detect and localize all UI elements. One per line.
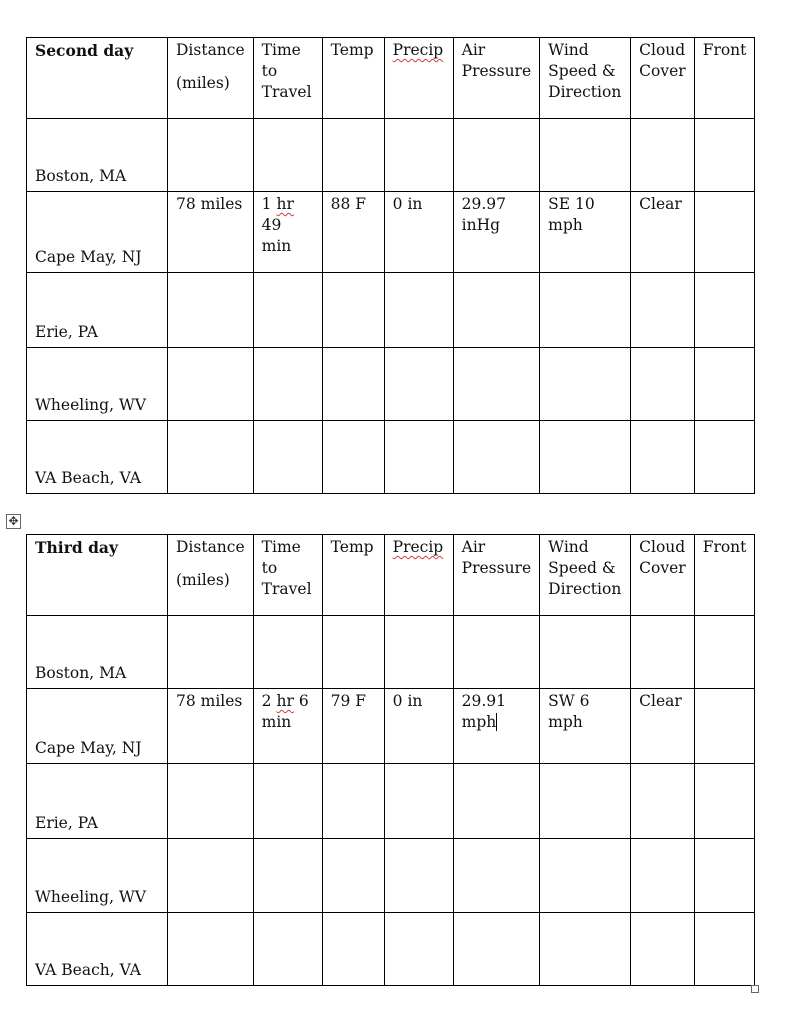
cell[interactable]: [253, 348, 322, 421]
table-row: [27, 689, 755, 764]
table-row: [27, 119, 755, 192]
table-row: [27, 421, 755, 494]
cell[interactable]: [694, 119, 755, 192]
second-day-table: [26, 37, 755, 494]
cloud-label-1: Cloud: [639, 41, 686, 59]
table-row: [27, 839, 755, 913]
cell[interactable]: [322, 119, 384, 192]
cell[interactable]: [384, 348, 453, 421]
cell[interactable]: [694, 348, 755, 421]
precip-header[interactable]: [384, 535, 453, 616]
time-minutes: 49: [261, 216, 282, 234]
time-cell[interactable]: [253, 689, 322, 764]
cell[interactable]: [540, 616, 631, 689]
cell[interactable]: [168, 616, 254, 689]
resize-square-icon[interactable]: [751, 985, 759, 993]
cell[interactable]: [253, 764, 322, 839]
wind-cell[interactable]: [540, 192, 631, 273]
wind-cell[interactable]: [540, 689, 631, 764]
cell[interactable]: [384, 119, 453, 192]
precip-header[interactable]: [384, 38, 453, 119]
distance-unit: (miles): [176, 74, 230, 92]
cell[interactable]: [322, 348, 384, 421]
cell[interactable]: [384, 616, 453, 689]
cell[interactable]: [540, 119, 631, 192]
header-row: [27, 38, 755, 119]
pressure-header[interactable]: [453, 38, 540, 119]
front-cell[interactable]: [694, 689, 755, 764]
cell[interactable]: [694, 913, 755, 986]
city-cell[interactable]: VA Beach, VA: [27, 913, 168, 986]
time-label-3: Travel: [261, 580, 312, 598]
cell[interactable]: [384, 273, 453, 348]
cell[interactable]: [540, 348, 631, 421]
cell[interactable]: [631, 616, 695, 689]
time-label-3: Travel: [261, 83, 312, 101]
cell[interactable]: [694, 764, 755, 839]
wind-header[interactable]: [540, 38, 631, 119]
cell[interactable]: [694, 421, 755, 494]
cloud-label-2: Cover: [639, 559, 686, 577]
cell[interactable]: [168, 764, 254, 839]
wind-unit: mph: [548, 713, 583, 731]
table-row: [27, 913, 755, 986]
cell[interactable]: [322, 913, 384, 986]
wind-label-1: Wind: [548, 538, 589, 556]
table-row: [27, 764, 755, 839]
cell[interactable]: [453, 421, 540, 494]
table-row: [27, 192, 755, 273]
pressure-label-1: Air: [461, 41, 486, 59]
city-cell[interactable]: Boston, MA: [27, 119, 168, 192]
cell[interactable]: [453, 913, 540, 986]
pressure-label-2: Pressure: [461, 62, 532, 80]
cloud-label-1: Cloud: [639, 538, 686, 556]
precip-label: Precip: [392, 41, 444, 59]
cell[interactable]: [453, 616, 540, 689]
cell[interactable]: [631, 348, 695, 421]
front-header[interactable]: Front: [694, 38, 755, 119]
cell[interactable]: [453, 348, 540, 421]
wind-label-2: Speed &: [548, 559, 616, 577]
pressure-unit: mph: [461, 713, 497, 731]
distance-cell[interactable]: 78 miles: [168, 689, 254, 764]
cell[interactable]: [453, 839, 540, 913]
wind-unit: mph: [548, 216, 583, 234]
city-cell[interactable]: Cape May, NJ: [27, 689, 168, 764]
pressure-label-1: Air: [461, 538, 486, 556]
time-label-2: to: [261, 559, 278, 577]
time-hours: 2: [261, 692, 272, 710]
cell[interactable]: [694, 839, 755, 913]
wind-label-2: Speed &: [548, 62, 616, 80]
time-hours-unit: hr: [276, 195, 294, 213]
cell[interactable]: [694, 273, 755, 348]
cloud-header[interactable]: [631, 535, 695, 616]
cell[interactable]: [322, 764, 384, 839]
cell[interactable]: [453, 764, 540, 839]
cell[interactable]: [168, 913, 254, 986]
city-cell[interactable]: Wheeling, WV: [27, 839, 168, 913]
cell[interactable]: [168, 348, 254, 421]
time-label-1: Time: [261, 538, 301, 556]
distance-label: Distance: [176, 41, 245, 59]
cell[interactable]: [453, 119, 540, 192]
cell[interactable]: [322, 273, 384, 348]
table-title[interactable]: Second day: [27, 38, 168, 119]
table-title[interactable]: Third day: [27, 535, 168, 616]
temp-cell[interactable]: 88 F: [322, 192, 384, 273]
temp-cell[interactable]: 79 F: [322, 689, 384, 764]
cell[interactable]: [631, 913, 695, 986]
distance-label: Distance: [176, 538, 245, 556]
cell[interactable]: [322, 616, 384, 689]
wind-label-3: Direction: [548, 580, 622, 598]
pressure-cell[interactable]: [453, 192, 540, 273]
time-label-1: Time: [261, 41, 301, 59]
time-cell[interactable]: [253, 192, 322, 273]
city-cell[interactable]: Erie, PA: [27, 273, 168, 348]
cell[interactable]: [253, 119, 322, 192]
pressure-label-2: Pressure: [461, 559, 532, 577]
wind-value: SW 6: [548, 692, 590, 710]
front-cell[interactable]: [694, 192, 755, 273]
precip-cell[interactable]: 0 in: [384, 192, 453, 273]
text-caret: [496, 713, 497, 731]
pressure-value: 29.97: [461, 195, 507, 213]
pressure-header[interactable]: [453, 535, 540, 616]
city-cell[interactable]: Wheeling, WV: [27, 348, 168, 421]
cell[interactable]: [631, 273, 695, 348]
cell[interactable]: [168, 119, 254, 192]
cell[interactable]: [631, 421, 695, 494]
cell[interactable]: [540, 913, 631, 986]
time-hours-unit: hr: [276, 692, 294, 710]
pressure-cell[interactable]: [453, 689, 540, 764]
time-hours: 1: [261, 195, 272, 213]
cell[interactable]: [631, 839, 695, 913]
cell[interactable]: [168, 273, 254, 348]
wind-label-3: Direction: [548, 83, 622, 101]
cell[interactable]: [384, 913, 453, 986]
wind-value: SE 10: [548, 195, 595, 213]
cloud-label-2: Cover: [639, 62, 686, 80]
wind-header[interactable]: [540, 535, 631, 616]
distance-cell[interactable]: 78 miles: [168, 192, 254, 273]
cell[interactable]: [384, 421, 453, 494]
cell[interactable]: [168, 421, 254, 494]
precip-cell[interactable]: 0 in: [384, 689, 453, 764]
city-cell[interactable]: Cape May, NJ: [27, 192, 168, 273]
cell[interactable]: [384, 764, 453, 839]
city-cell[interactable]: Erie, PA: [27, 764, 168, 839]
table-row: [27, 273, 755, 348]
cell[interactable]: [540, 421, 631, 494]
pressure-unit: inHg: [461, 216, 501, 234]
cell[interactable]: [322, 839, 384, 913]
cloud-cell[interactable]: Clear: [631, 192, 695, 273]
distance-unit: (miles): [176, 571, 230, 589]
city-cell[interactable]: VA Beach, VA: [27, 421, 168, 494]
time-minutes-unit: min: [261, 237, 292, 255]
wind-label-1: Wind: [548, 41, 589, 59]
header-row: [27, 535, 755, 616]
time-header[interactable]: [253, 38, 322, 119]
time-minutes: 6: [298, 692, 309, 710]
cell[interactable]: [253, 273, 322, 348]
cell[interactable]: [694, 616, 755, 689]
front-header[interactable]: Front: [694, 535, 755, 616]
cell[interactable]: [253, 616, 322, 689]
cell[interactable]: [453, 273, 540, 348]
cell[interactable]: [253, 913, 322, 986]
cell[interactable]: [540, 273, 631, 348]
cell[interactable]: [384, 839, 453, 913]
cell[interactable]: [631, 764, 695, 839]
city-cell[interactable]: Boston, MA: [27, 616, 168, 689]
cell[interactable]: [631, 119, 695, 192]
cell[interactable]: [540, 764, 631, 839]
time-label-2: to: [261, 62, 278, 80]
cell[interactable]: [253, 839, 322, 913]
time-header[interactable]: [253, 535, 322, 616]
cell[interactable]: [540, 839, 631, 913]
cloud-cell[interactable]: Clear: [631, 689, 695, 764]
temp-header[interactable]: Temp: [322, 38, 384, 119]
cell[interactable]: [322, 421, 384, 494]
distance-header[interactable]: [168, 38, 254, 119]
pressure-value: 29.91: [461, 692, 507, 710]
precip-label: Precip: [392, 538, 444, 556]
time-minutes-unit: min: [261, 713, 292, 731]
cell[interactable]: [253, 421, 322, 494]
table-row: [27, 616, 755, 689]
temp-header[interactable]: Temp: [322, 535, 384, 616]
cell[interactable]: [168, 839, 254, 913]
move-cross-icon[interactable]: ✥: [6, 514, 21, 529]
table-row: [27, 348, 755, 421]
cloud-header[interactable]: [631, 38, 695, 119]
distance-header[interactable]: [168, 535, 254, 616]
third-day-table: [26, 534, 755, 986]
